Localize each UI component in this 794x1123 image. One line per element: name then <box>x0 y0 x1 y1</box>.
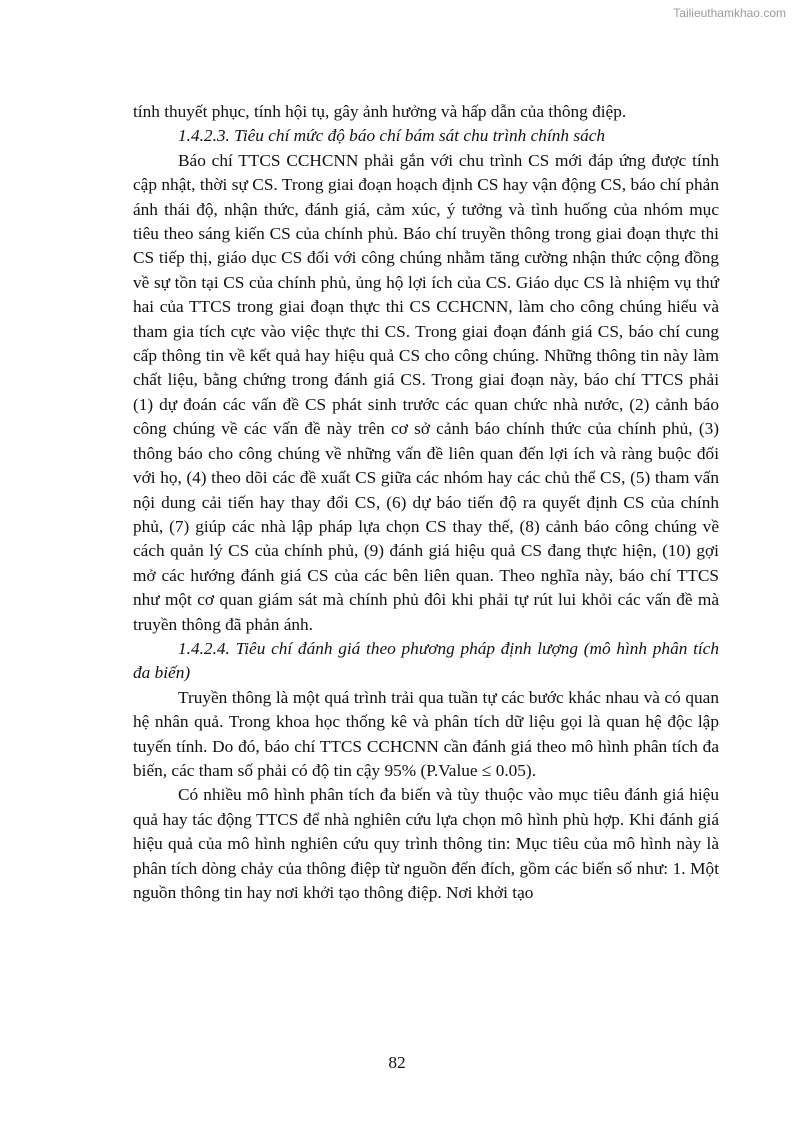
paragraph-communication-process: Truyền thông là một quá trình trải qua tuần tự các bước khác nhau và có quan hệ nhân quả. Trong khoa học thống kê và phân tích dữ liệu gọi là quan hệ độc lập tuyến tính. Do đó, báo chí TTCS CCHCNN cần đánh giá theo mô hình phân tích đa biến, các tham số phải có độ tin cậy 95% (P.Value ≤ 0.05). <box>133 687 719 780</box>
paragraph-multivariate-models: Có nhiều mô hình phân tích đa biến và tùy thuộc vào mục tiêu đánh giá hiệu quả hay tác động TTCS để nhà nghiên cứu lựa chọn mô hình phù hợp. Khi đánh giá hiệu quả của mô hình nghiên cứu quy trình thông tin: Mục tiêu của mô hình này là phân tích dòng chảy của thông điệp từ nguồn đến đích, gồm các biến số như: 1. Một nguồn thông tin hay nơi khởi tạo thông điệp. Nơi khởi tạo <box>133 785 719 902</box>
paragraph-continuation: tính thuyết phục, tính hội tụ, gây ảnh hưởng và hấp dẫn của thông điệp. <box>133 102 627 121</box>
section-heading-1-4-2-4: 1.4.2.4. Tiêu chí đánh giá theo phương pháp định lượng (mô hình phân tích đa biến) <box>133 638 719 683</box>
paragraph-policy-cycle: Báo chí TTCS CCHCNN phải gắn với chu trình CS mới đáp ứng được tính cập nhật, thời sự CS. Trong giai đoạn hoạch định CS hay vận động CS, báo chí phản ánh thái độ, nhận thức, đánh giá, cảm xúc, ý tưởng và tình huống của nhóm mục tiêu theo sáng kiến CS của chính phủ. Báo chí truyền thông trong giai đoạn thực thi CS tiếp thị, giáo dục CS đối với công chúng nhằm tăng cường nhận thức cộng đồng về sự tồn tại CS của chính phủ, ủng hộ lợi ích của CS. Giáo dục CS là nhiệm vụ thứ hai của TTCS trong giai đoạn thực thi CS CCHCNN, làm cho công chúng hiểu và tham gia tích cực vào việc thực thi CS. Trong giai đoạn đánh giá CS, báo chí cung cấp thông tin về kết quả hay hiệu quả CS cho công chúng. Những thông tin này làm chất liệu, bằng chứng trong đánh giá CS. Trong giai đoạn này, báo chí TTCS phải (1) dự đoán các vấn đề CS phát sinh trước các quan chức nhà nước, (2) cảnh báo công chúng về các vấn đề này trên cơ sở cảnh báo chính thức của chính phủ, (3) thông báo cho công chúng về những vấn đề liên quan đến lợi ích và ràng buộc đối với họ, (4) theo dõi các đề xuất CS giữa các nhóm hay các chủ thể CS, (5) tham vấn nội dung cải tiến hay thay đổi CS, (6) dự báo tiến độ ra quyết định CS của chính phủ, (7) giúp các nhà lập pháp lựa chọn CS thay thế, (8) cảnh báo công chúng về cách quản lý CS của chính phủ, (9) đánh giá hiệu quả CS đang thực hiện, (10) gợi mở các hướng đánh giá CS của các bên liên quan. Theo nghĩa này, báo chí TTCS như một cơ quan giám sát mà chính phủ đôi khi phải tự rút lui khỏi các vấn đề mà truyền thông đã phản ánh. <box>133 150 719 634</box>
watermark-text: Tailieuthamkhao.com <box>673 6 786 20</box>
section-heading-1-4-2-3: 1.4.2.3. Tiêu chí mức độ báo chí bám sát chu trình chính sách <box>178 126 606 146</box>
document-body <box>133 100 719 905</box>
page-number: 82 <box>388 1053 406 1072</box>
